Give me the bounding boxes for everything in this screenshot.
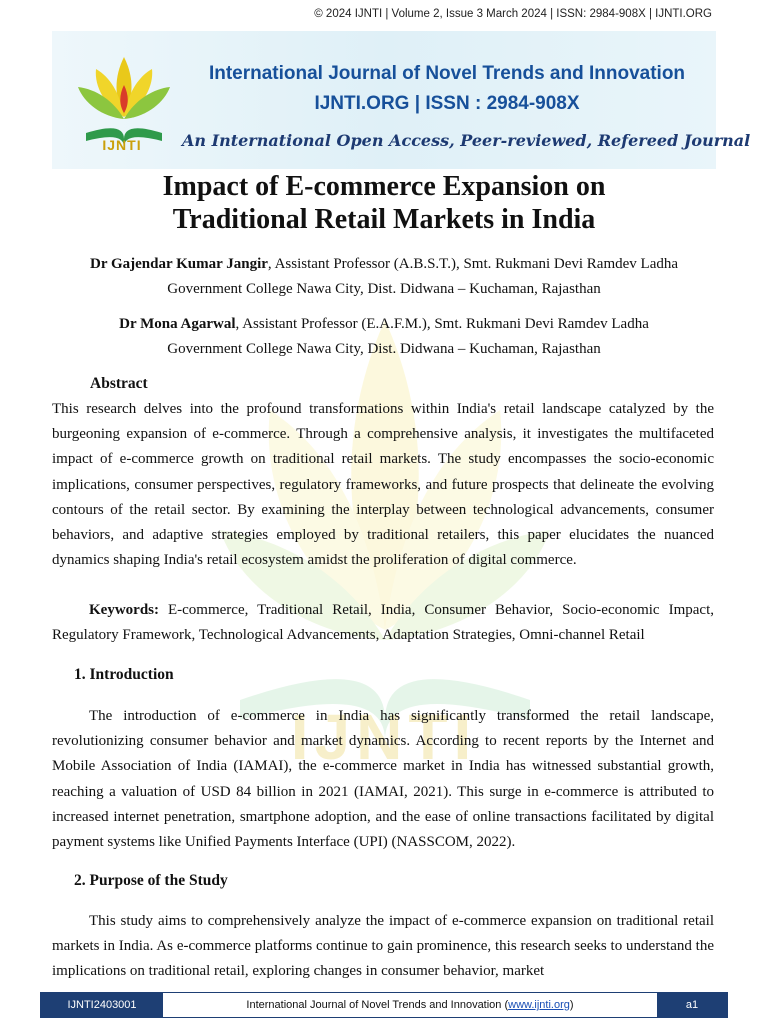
section-heading-purpose: 2. Purpose of the Study (74, 872, 228, 889)
paper-title-line-1: Impact of E-commerce Expansion on (162, 171, 606, 202)
author-affiliation: , Assistant Professor (A.B.S.T.), Smt. Rukmani Devi Ramdev Ladha (267, 256, 679, 272)
purpose-text: This study aims to comprehensively analyze the impact of e-commerce expansion on traditional retail markets in India. As e-commerce platforms continue to gain prominence, this research seeks to understand the implications on traditional retail, exploring changes in consumer behavior, market (52, 913, 714, 980)
watermark-text: IJNTI (290, 701, 478, 773)
author-name: Dr Gajendar Kumar Jangir (89, 256, 268, 272)
journal-issn: IJNTI.ORG | ISSN : 2984-908X (314, 93, 580, 114)
section-heading-introduction: 1. Introduction (74, 666, 174, 683)
page-footer (40, 992, 728, 1018)
journal-name: International Journal of Novel Trends and Innovation (208, 63, 686, 84)
paper-id: IJNTI2403001 (41, 993, 163, 1017)
footer-journal-suffix: ) (569, 999, 574, 1011)
author-block-2 (40, 312, 728, 362)
author-affiliation-line-2: Government College Nawa City, Dist. Didwana – Kuchaman, Rajasthan (167, 281, 601, 297)
journal-tagline: An International Open Access, Peer-reviewed, Refereed Journal (182, 131, 751, 150)
paper-title-line-2: Traditional Retail Markets in India (172, 204, 596, 235)
journal-website-link[interactable]: www.ijnti.org (508, 999, 570, 1011)
abstract-heading: Abstract (90, 375, 148, 392)
abstract-text: This research delves into the profound transformations within India's retail landscape catalyzed by the burgeoning expansion of e-commerce. Through a comprehensive analysis, it investigates the multifaceted impact of e-commerce growth on traditional retail markets. The study encompasses the socio-economic implications, consumer perspectives, regulatory frameworks, and future prospects that delineate the evolving contours of the retail sector. By examining the interplay between technological advancements, consumer behaviors, and adaptive strategies employed by traditional retailers, this paper elucidates the nuanced dynamics shaping India's retail ecosystem amidst the proliferation of digital commerce. (52, 401, 714, 569)
author-name: Dr Mona Agarwal (119, 316, 236, 332)
journal-banner (52, 31, 751, 169)
page-number: a1 (657, 993, 727, 1017)
author-affiliation-line-2: Government College Nawa City, Dist. Didwana – Kuchaman, Rajasthan (167, 341, 601, 357)
keywords-list: E-commerce, Traditional Retail, India, Consumer Behavior, Socio-economic Impact, Regulatory Framework, Technological Advancements, Adaptation Strategies, Omni-channel Retail (52, 602, 714, 644)
introduction-text: The introduction of e-commerce in India has significantly transformed the retail landscape, revolutionizing consumer behavior and market dynamics. According to recent reports by the Internet and Mobile Association of India (IAMAI), the e-commerce market in India has witnessed substantial growth, reaching a valuation of USD 84 billion in 2021 (IAMAI, 2021). This surge in e-commerce is attributed to increased internet penetration, smartphone adoption, and the ease of online transactions facilitated by digital payment systems like Unified Payments Interface (UPI) (NASSCOM, 2022). (52, 708, 714, 851)
footer-journal (163, 999, 657, 1011)
author-block-1 (40, 252, 728, 302)
paper-title (40, 170, 728, 236)
author-affiliation: , Assistant Professor (E.A.F.M.), Smt. Rukmani Devi Ramdev Ladha (235, 316, 649, 332)
journal-header-line: © 2024 IJNTI | Volume 2, Issue 3 March 2024 | ISSN: 2984-908X | IJNTI.ORG (314, 8, 712, 20)
keywords-label: Keywords: (89, 602, 159, 618)
footer-journal-prefix: International Journal of Novel Trends and Innovation ( (246, 999, 509, 1011)
logo-wordmark: IJNTI (102, 137, 142, 153)
keywords (52, 598, 714, 648)
